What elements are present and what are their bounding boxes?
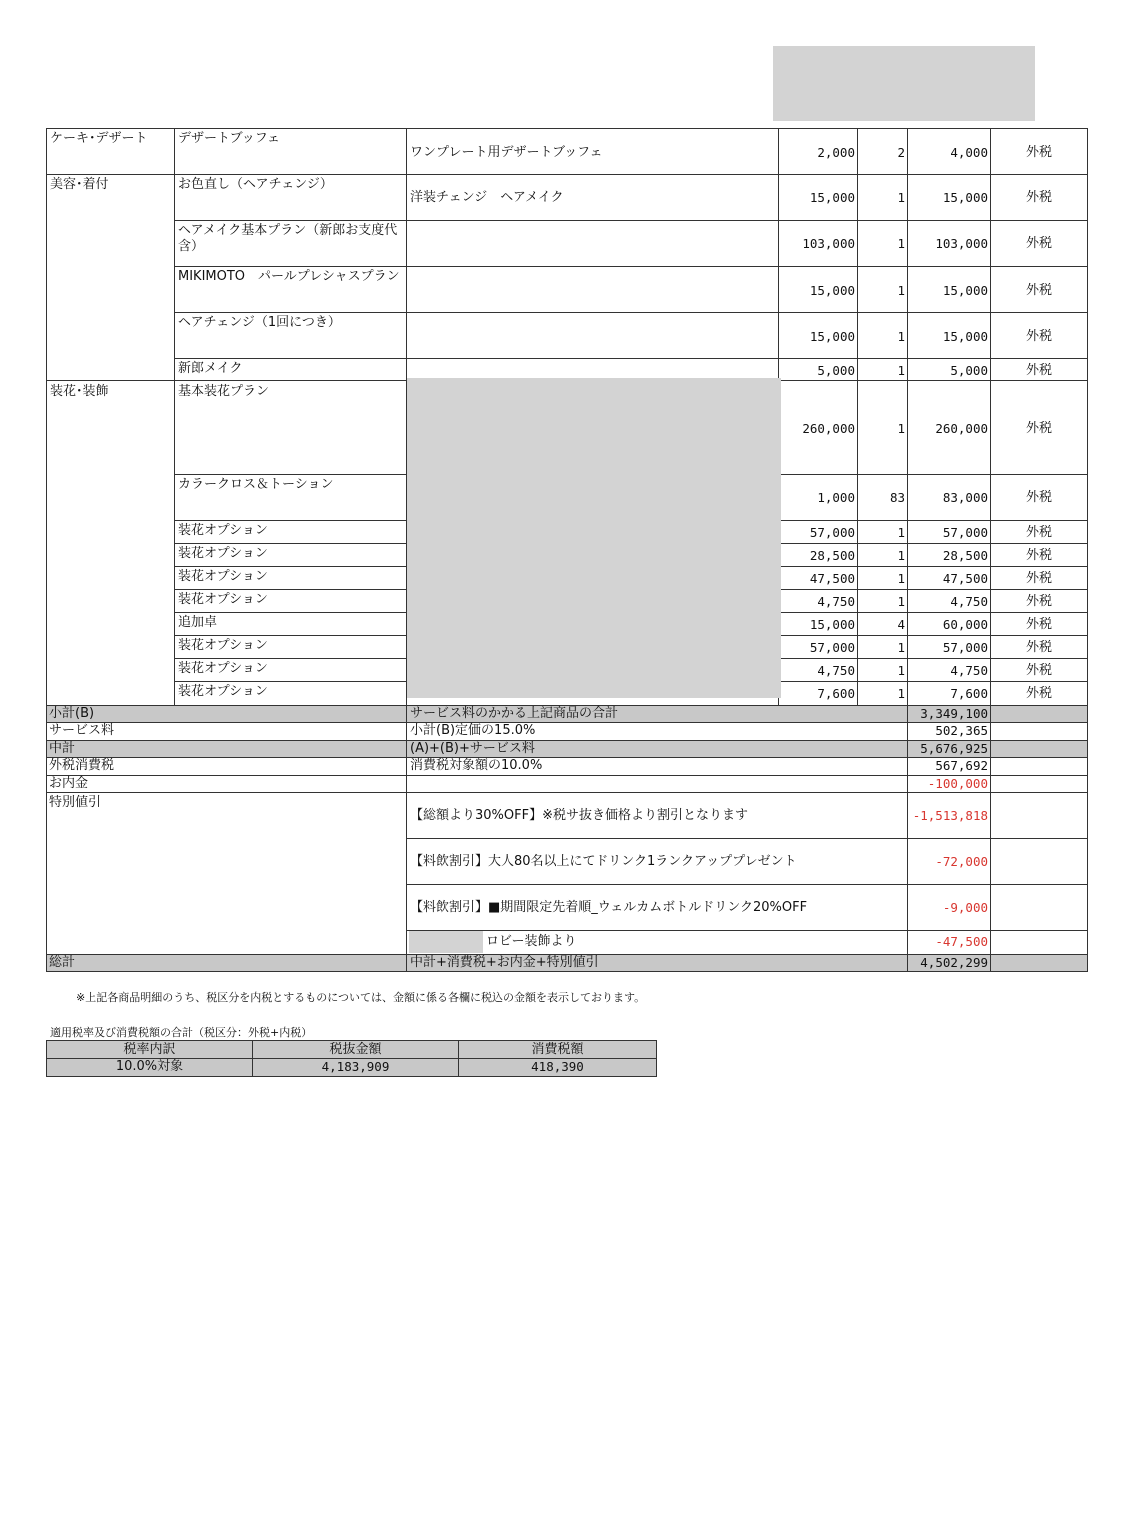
footnote: ※上記各商品明細のうち、税区分を内税とするものについては、金額に係る各欄に税込の金額を表示しております。 <box>76 991 646 1004</box>
item-name: 装花オプション <box>178 523 268 538</box>
tax-table-title: 適用税率及び消費税額の合計（税区分：外税+内税） <box>50 1026 313 1039</box>
unit-price: 2,000 <box>817 145 855 160</box>
summary-label-tax: 外税消費税 <box>49 758 115 773</box>
amount: 4,750 <box>950 594 988 609</box>
item-description: ワンプレート用デザートブッフェ <box>410 145 603 160</box>
item-name: 追加卓 <box>178 615 218 630</box>
amount: 57,000 <box>942 640 988 655</box>
tax-table-cell: 10.0%対象 <box>115 1059 184 1074</box>
summary-amount-service: 502,365 <box>935 723 988 738</box>
item-name: お色直し（ヘアチェンジ） <box>178 177 333 192</box>
tax-table-header: 税率内訳 <box>123 1042 176 1057</box>
summary-amount-deposit: -100,000 <box>927 776 988 791</box>
tax-table-cell: 4,183,909 <box>321 1059 390 1074</box>
quantity: 1 <box>897 686 905 701</box>
unit-price: 5,000 <box>817 363 855 378</box>
unit-price: 57,000 <box>809 525 855 540</box>
summary-amount-midtotal: 5,676,925 <box>920 741 988 756</box>
quantity: 1 <box>897 571 905 586</box>
discount-amount: -9,000 <box>942 900 988 915</box>
tax-type: 外税 <box>1025 594 1052 609</box>
item-name: 装花オプション <box>178 592 268 607</box>
quantity: 1 <box>897 283 905 298</box>
quantity: 1 <box>897 236 905 251</box>
amount: 5,000 <box>950 363 988 378</box>
quantity: 1 <box>897 525 905 540</box>
category-label: 装花･装飾 <box>50 384 109 399</box>
amount: 15,000 <box>942 190 988 205</box>
discount-amount: -1,513,818 <box>912 808 988 823</box>
discount-label: 特別値引 <box>49 795 102 810</box>
amount: 15,000 <box>942 329 988 344</box>
unit-price: 4,750 <box>817 594 855 609</box>
unit-price: 15,000 <box>809 617 855 632</box>
amount: 28,500 <box>942 548 988 563</box>
summary-desc-subtotal: サービス料のかかる上記商品の合計 <box>410 706 619 721</box>
discount-desc: 【料飲割引】大人80名以上にてドリンク1ランクアッププレゼント <box>410 854 797 869</box>
item-name: 装花オプション <box>178 638 268 653</box>
quantity: 1 <box>897 594 905 609</box>
quantity: 1 <box>897 190 905 205</box>
quantity: 1 <box>897 548 905 563</box>
tax-type: 外税 <box>1025 236 1052 251</box>
summary-label-midtotal: 中計 <box>49 741 76 756</box>
summary-label-deposit: お内金 <box>49 776 89 791</box>
amount: 7,600 <box>950 686 988 701</box>
tax-type: 外税 <box>1025 525 1052 540</box>
item-name: デザートブッフェ <box>178 131 281 146</box>
amount: 47,500 <box>942 571 988 586</box>
amount: 60,000 <box>942 617 988 632</box>
summary-desc-midtotal: (A)+(B)+サービス料 <box>410 741 535 756</box>
item-name: カラークロス＆トーション <box>178 477 334 492</box>
redacted-header-block <box>773 46 1035 121</box>
category-label: ケーキ･デザート <box>50 131 148 146</box>
summary-label-subtotal: 小計(B) <box>49 706 95 721</box>
item-name: ヘアメイク基本プラン（新郎お支度代含） <box>178 223 398 254</box>
item-name: 装花オプション <box>178 546 268 561</box>
item-name: ヘアチェンジ（1回につき） <box>178 315 341 330</box>
item-description: 洋装チェンジ ヘアメイク <box>410 190 564 205</box>
unit-price: 57,000 <box>809 640 855 655</box>
tax-type: 外税 <box>1025 548 1052 563</box>
unit-price: 15,000 <box>809 283 855 298</box>
tax-type: 外税 <box>1025 363 1052 378</box>
redacted-lobby-source <box>409 931 483 953</box>
tax-type: 外税 <box>1025 421 1052 436</box>
summary-desc-tax: 消費税対象額の10.0% <box>410 758 543 773</box>
unit-price: 47,500 <box>809 571 855 586</box>
discount-amount: -47,500 <box>935 934 988 949</box>
tax-type: 外税 <box>1025 145 1052 160</box>
amount: 260,000 <box>935 421 988 436</box>
item-name: 装花オプション <box>178 684 268 699</box>
total-desc: 中計+消費税+お内金+特別値引 <box>410 955 599 970</box>
tax-type: 外税 <box>1025 190 1052 205</box>
summary-label-service: サービス料 <box>49 723 115 738</box>
tax-type: 外税 <box>1025 571 1052 586</box>
item-name: MIKIMOTO パールプレシャスプラン <box>178 269 400 284</box>
tax-type: 外税 <box>1025 329 1052 344</box>
category-label: 美容･着付 <box>50 177 109 192</box>
total-amount: 4,502,299 <box>920 955 988 970</box>
tax-type: 外税 <box>1025 640 1052 655</box>
quantity: 1 <box>897 363 905 378</box>
quantity: 1 <box>897 663 905 678</box>
discount-desc: 【総額より30%OFF】※税サ抜き価格より割引となります <box>410 808 748 823</box>
amount: 103,000 <box>935 236 988 251</box>
amount: 4,000 <box>950 145 988 160</box>
unit-price: 1,000 <box>817 490 855 505</box>
amount: 57,000 <box>942 525 988 540</box>
quantity: 1 <box>897 640 905 655</box>
total-label: 総計 <box>49 955 76 970</box>
unit-price: 7,600 <box>817 686 855 701</box>
amount: 15,000 <box>942 283 988 298</box>
unit-price: 15,000 <box>809 190 855 205</box>
unit-price: 28,500 <box>809 548 855 563</box>
summary-desc-service: 小計(B)定価の15.0% <box>410 723 536 738</box>
tax-table-header: 税抜金額 <box>329 1042 382 1057</box>
discount-desc: ロビー装飾より <box>486 934 577 949</box>
amount: 4,750 <box>950 663 988 678</box>
tax-table-header: 消費税額 <box>531 1042 584 1057</box>
quantity: 1 <box>897 421 905 436</box>
item-name: 装花オプション <box>178 661 268 676</box>
item-name: 装花オプション <box>178 569 268 584</box>
item-name: 基本装花プラン <box>178 384 270 399</box>
tax-type: 外税 <box>1025 617 1052 632</box>
tax-type: 外税 <box>1025 490 1052 505</box>
discount-desc: 【料飲割引】■期間限定先着順_ウェルカムボトルドリンク20%OFF <box>410 900 808 915</box>
quantity: 1 <box>897 329 905 344</box>
discount-amount: -72,000 <box>935 854 988 869</box>
quantity: 4 <box>897 617 905 632</box>
quantity: 2 <box>897 145 905 160</box>
amount: 83,000 <box>942 490 988 505</box>
tax-type: 外税 <box>1025 686 1052 701</box>
redacted-description-block <box>407 378 781 698</box>
unit-price: 260,000 <box>802 421 855 436</box>
item-name: 新郎メイク <box>178 361 243 376</box>
tax-type: 外税 <box>1025 283 1052 298</box>
quantity: 83 <box>889 490 905 505</box>
summary-amount-subtotal: 3,349,100 <box>920 706 988 721</box>
unit-price: 103,000 <box>802 236 855 251</box>
unit-price: 4,750 <box>817 663 855 678</box>
unit-price: 15,000 <box>809 329 855 344</box>
tax-type: 外税 <box>1025 663 1052 678</box>
tax-table-cell: 418,390 <box>531 1059 584 1074</box>
summary-amount-tax: 567,692 <box>935 758 988 773</box>
